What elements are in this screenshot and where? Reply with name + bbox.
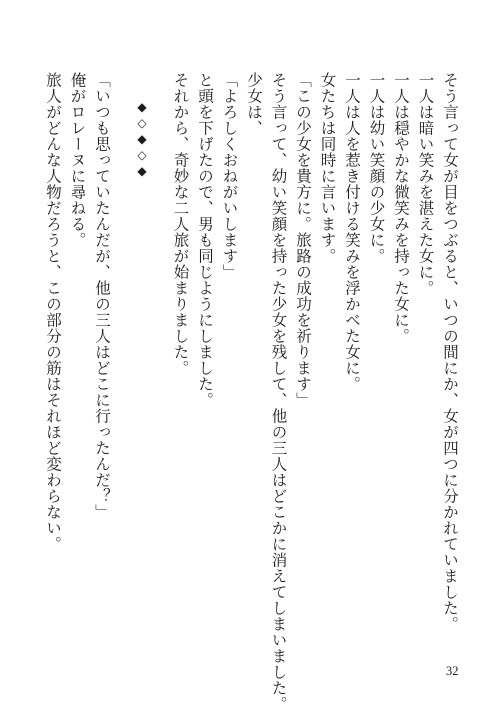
blank-line [114, 72, 128, 632]
text-line: 旅人がどんな人物だろうと、この部分の筋はそれほど変わらない。 [44, 72, 62, 552]
text-line: 一人は幼い笑顔の少女に。 [367, 72, 386, 264]
text-line: そう言って女が目をつぶると、いつの間にか、女が四つに分かれていました。 [441, 72, 459, 632]
text-line: 「いつも思っていたんだが、他の三人はどこに行ったんだ？」 [93, 72, 111, 520]
text-line: それから、奇妙な二人旅が始まりました。 [171, 72, 190, 376]
text-line: と頭を下げたので、男も同じようにしました。 [196, 72, 214, 408]
text-line: 「よろしくおねがいします」 [220, 72, 239, 280]
text-line: 少女は、 [245, 72, 263, 136]
page-number: 32 [446, 664, 459, 678]
text-line: そう言って、幼い笑顔を持った少女を残して、他の三人はどこかに消えてしまいました。 [269, 72, 288, 712]
text-line: 女たちは同時に言います。 [318, 72, 337, 264]
blank-line [154, 72, 168, 632]
text-line: 一人は穏やかな微笑みを持った女に。 [392, 72, 410, 344]
section-divider: ◆◇◆◇◆ [135, 100, 149, 180]
text-line: 一人は暗い笑みを湛えた女に。 [416, 72, 435, 296]
text-line: 俺がロレーヌに尋ねる。 [68, 72, 87, 248]
text-line: 一人は人を惹き付ける笑みを浮かべた女に。 [343, 72, 361, 392]
text-line: 「この少女を貴方に。旅路の成功を祈ります」 [294, 72, 312, 408]
